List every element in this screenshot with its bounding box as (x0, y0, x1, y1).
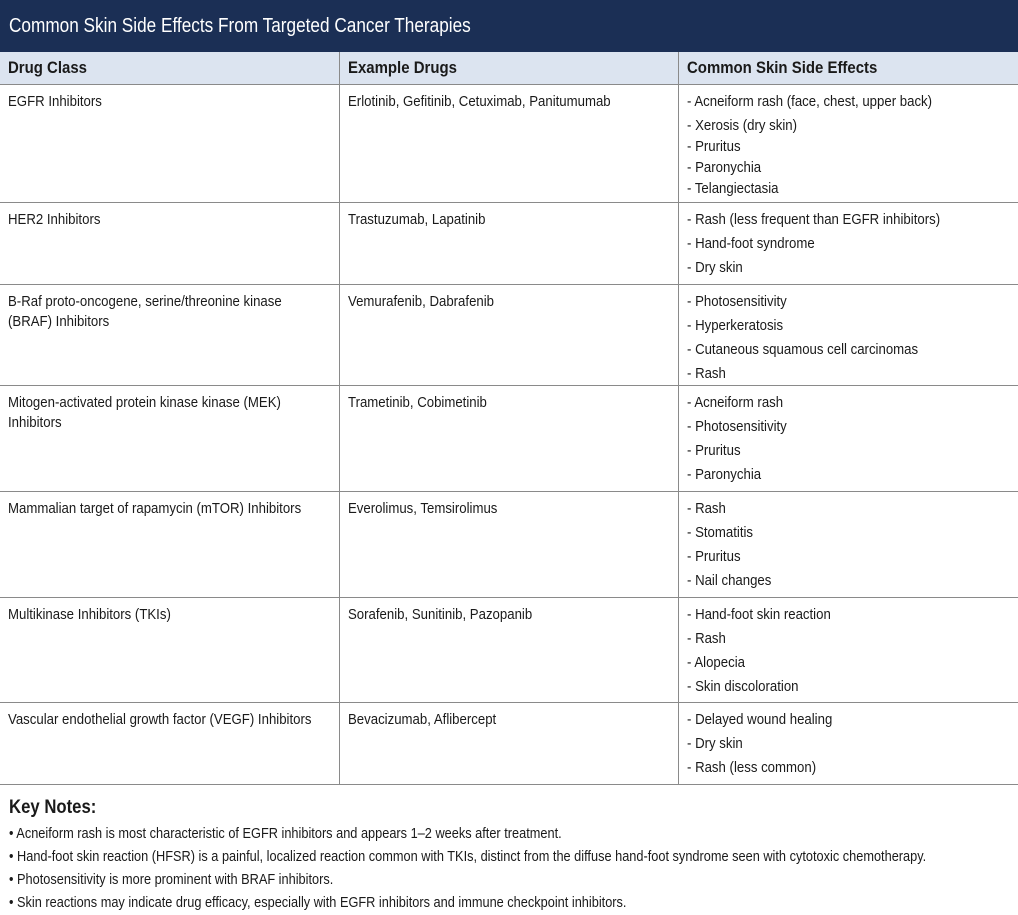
effect-item: - Rash (686, 365, 726, 382)
effect-item: - Delayed wound healing (686, 711, 832, 728)
key-note-item: • Hand-foot skin reaction (HFSR) is a painful, localized reaction common with TKIs, distinct from the diffuse hand-foot syndrome seen with cytotoxic chemotherapy. (9, 849, 927, 865)
table-row (0, 598, 1018, 703)
effect-item: - Skin discoloration (686, 678, 799, 695)
example-drugs-cell: Erlotinib, Gefitinib, Cetuximab, Panitumumab (339, 85, 678, 203)
example-drugs-cell: Trastuzumab, Lapatinib (339, 203, 678, 285)
effect-item: - Dry skin (686, 259, 743, 276)
effect-item: - Photosensitivity (686, 293, 787, 310)
effect-item: - Nail changes (686, 572, 771, 589)
effect-item: - Hand-foot syndrome (686, 235, 815, 252)
key-notes (9, 796, 1009, 915)
column-header-drug-class: Drug Class (0, 52, 339, 85)
effects-list (687, 92, 1011, 199)
effects-cell (678, 203, 1018, 285)
key-notes-list (9, 823, 1009, 915)
effect-item: - Dry skin (686, 735, 743, 752)
effect-item: - Hand-foot skin reaction (686, 606, 831, 623)
drug-class-cell: EGFR Inhibitors (0, 85, 339, 203)
example-drugs-cell: Vemurafenib, Dabrafenib (339, 285, 678, 386)
example-drugs-cell: Sorafenib, Sunitinib, Pazopanib (339, 598, 678, 703)
effects-list (687, 710, 1011, 778)
effects-list (687, 499, 1011, 591)
effect-item: - Paronychia (686, 159, 761, 176)
effect-item: - Xerosis (dry skin) (686, 117, 797, 134)
effect-item: - Rash (less common) (686, 759, 816, 776)
effect-item: - Paronychia (686, 466, 761, 483)
example-drugs-cell: Everolimus, Temsirolimus (339, 492, 678, 598)
example-drugs-cell: Bevacizumab, Aflibercept (339, 703, 678, 785)
drug-class-cell: B-Raf proto-oncogene, serine/threonine kinase (BRAF) Inhibitors (0, 285, 339, 386)
effects-list (687, 393, 1011, 485)
table-row (0, 703, 1018, 785)
effect-item: - Rash (less frequent than EGFR inhibitors) (686, 211, 940, 228)
skin-effects-table (0, 52, 1018, 785)
effects-cell (678, 598, 1018, 703)
effects-list (687, 605, 1011, 697)
effects-list (687, 210, 1011, 278)
effect-item: - Pruritus (686, 442, 741, 459)
table-row (0, 492, 1018, 598)
effect-item: - Telangiectasia (686, 180, 778, 197)
drug-class-cell: Mammalian target of rapamycin (mTOR) Inhibitors (0, 492, 339, 598)
effect-item: - Hyperkeratosis (686, 317, 783, 334)
effects-cell (678, 703, 1018, 785)
effects-cell (678, 386, 1018, 492)
example-drugs-cell: Trametinib, Cobimetinib (339, 386, 678, 492)
drug-class-cell: Multikinase Inhibitors (TKIs) (0, 598, 339, 703)
effect-item: - Rash (686, 630, 726, 647)
effects-list (687, 292, 1011, 384)
drug-class-cell: Mitogen-activated protein kinase kinase (MEK) Inhibitors (0, 386, 339, 492)
page-title: Common Skin Side Effects From Targeted Cancer Therapies (9, 15, 471, 37)
key-note-item: • Acneiform rash is most characteristic of EGFR inhibitors and appears 1–2 weeks after treatment. (9, 826, 562, 842)
column-header-example-drugs: Example Drugs (339, 52, 678, 85)
effect-item: - Photosensitivity (686, 418, 787, 435)
effect-item: - Acneiform rash (face, chest, upper back) (686, 93, 932, 110)
table-row (0, 285, 1018, 386)
effect-item: - Rash (686, 500, 726, 517)
title-bar (0, 0, 1018, 52)
key-note-item: • Skin reactions may indicate drug efficacy, especially with EGFR inhibitors and immune checkpoint inhibitors. (9, 895, 627, 911)
table-row (0, 203, 1018, 285)
effect-item: - Cutaneous squamous cell carcinomas (686, 341, 918, 358)
effects-cell (678, 85, 1018, 203)
drug-class-cell: HER2 Inhibitors (0, 203, 339, 285)
effect-item: - Pruritus (686, 138, 741, 155)
column-header-skin-effects: Common Skin Side Effects (678, 52, 1018, 85)
effects-cell (678, 285, 1018, 386)
table-row (0, 386, 1018, 492)
key-notes-heading: Key Notes: (9, 797, 97, 818)
effect-item: - Pruritus (686, 548, 741, 565)
key-note-item: • Photosensitivity is more prominent with BRAF inhibitors. (9, 872, 334, 888)
drug-class-cell: Vascular endothelial growth factor (VEGF) Inhibitors (0, 703, 339, 785)
effects-cell (678, 492, 1018, 598)
effect-item: - Stomatitis (686, 524, 753, 541)
effect-item: - Acneiform rash (686, 394, 783, 411)
table-row (0, 85, 1018, 203)
effect-item: - Alopecia (686, 654, 745, 671)
table-header-row (0, 52, 1018, 85)
